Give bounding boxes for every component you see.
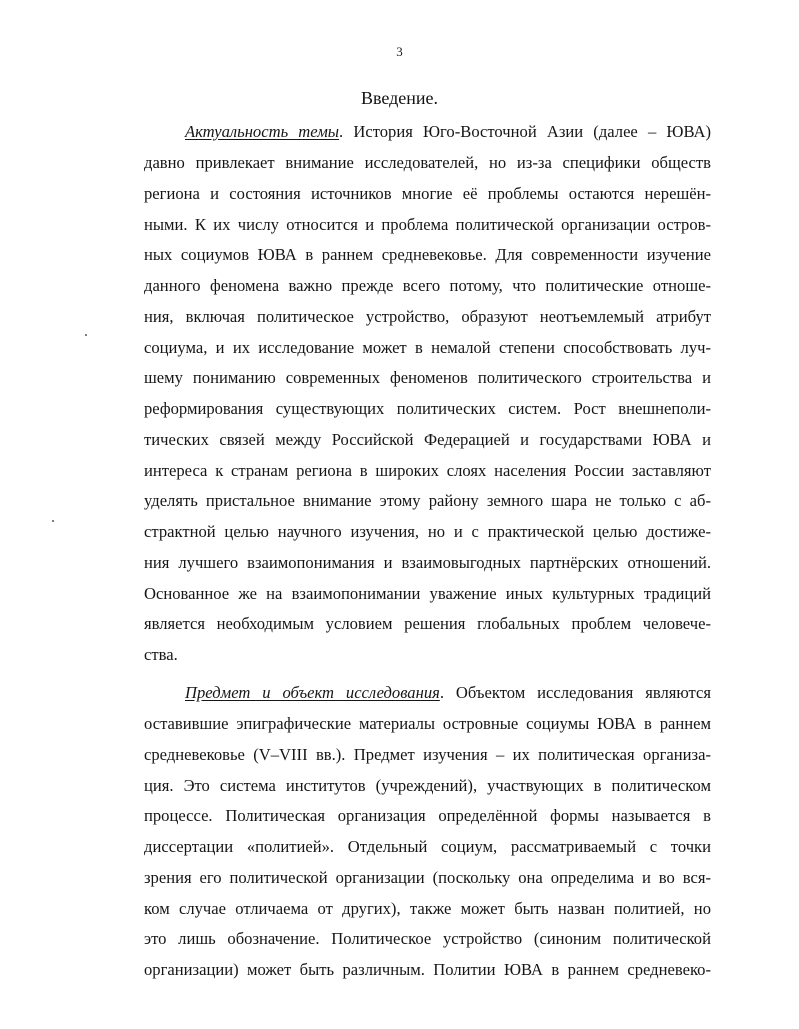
paragraph-line: ства. [144,645,178,664]
section-lead-relevance: Актуальность темы [185,122,340,141]
paragraph-line: процессе. Политическая организация определённой формы называется в [144,806,711,825]
paragraph-line: уделять пристальное внимание этому району земного шара не только с аб- [144,491,711,510]
paragraph-line: Основанное же на взаимопонимании уважение иных культурных традиций [144,584,711,603]
paragraph-line: реформирования существующих политических систем. Рост внешнеполи- [144,399,711,418]
paragraph-line: ными. К их числу относится и проблема политической организации остров- [144,215,711,234]
scan-speck [52,520,54,522]
paragraph-line: организации) может быть различным. Политии ЮВА в раннем средневеко- [144,960,711,979]
paragraph-line [185,122,711,142]
paragraph-line: интереса к странам региона в широких слоях населения России заставляют [144,461,711,480]
paragraph-line: страктной целью научного изучения, но и с практической целью достиже- [144,522,711,541]
paragraph-line: ция. Это система институтов (учреждений), участвующих в политическом [144,776,711,795]
paragraph-line [185,683,711,703]
scan-speck [85,334,87,336]
page-number: 3 [396,44,403,59]
paragraph-line: это лишь обозначение. Политическое устройство (синоним политической [144,929,711,948]
paragraph-line: ных социумов ЮВА в раннем средневековье. Для современности изучение [144,245,711,264]
paragraph-line: ния, включая политическое устройство, образуют неотъемлемый атрибут [144,307,711,326]
paragraph-line: тических связей между Российской Федерацией и государствами ЮВА и [144,430,711,449]
paragraph-line: оставившие эпиграфические материалы островные социумы ЮВА в раннем [144,714,711,733]
paragraph-line: ком случае отличаема от других), также может быть назван политией, но [144,899,711,918]
paragraph-line: социума, и их исследование может в немалой степени способствовать луч- [144,338,711,357]
paragraph-line: давно привлекает внимание исследователей, но из-за специфики обществ [144,153,711,172]
paragraph-text: . Объектом исследования являются [439,683,711,702]
paragraph-line: шему пониманию современных феноменов политического строительства и [144,368,711,387]
paragraph-line: диссертации «политией». Отдельный социум, рассматриваемый с точки [144,837,711,856]
paragraph-line: является необходимым условием решения глобальных проблем человече- [144,614,711,633]
paragraph-line: зрения его политической организации (поскольку она определима и во вся- [144,868,711,887]
section-lead-subject: Предмет и объект исследования [185,683,440,702]
paragraph-text: . История Юго-Восточной Азии (далее – ЮВА) [339,122,711,141]
paragraph-line: данного феномена важно прежде всего потому, что политические отноше- [144,276,711,295]
page-title: Введение. [360,88,439,108]
paragraph-line: ния лучшего взаимопонимания и взаимовыгодных партнёрских отношений. [144,553,711,572]
paragraph-line: средневековье (V–VIII вв.). Предмет изучения – их политическая организа- [144,745,711,764]
paragraph-line: региона и состояния источников многие её проблемы остаются нерешён- [144,184,711,203]
